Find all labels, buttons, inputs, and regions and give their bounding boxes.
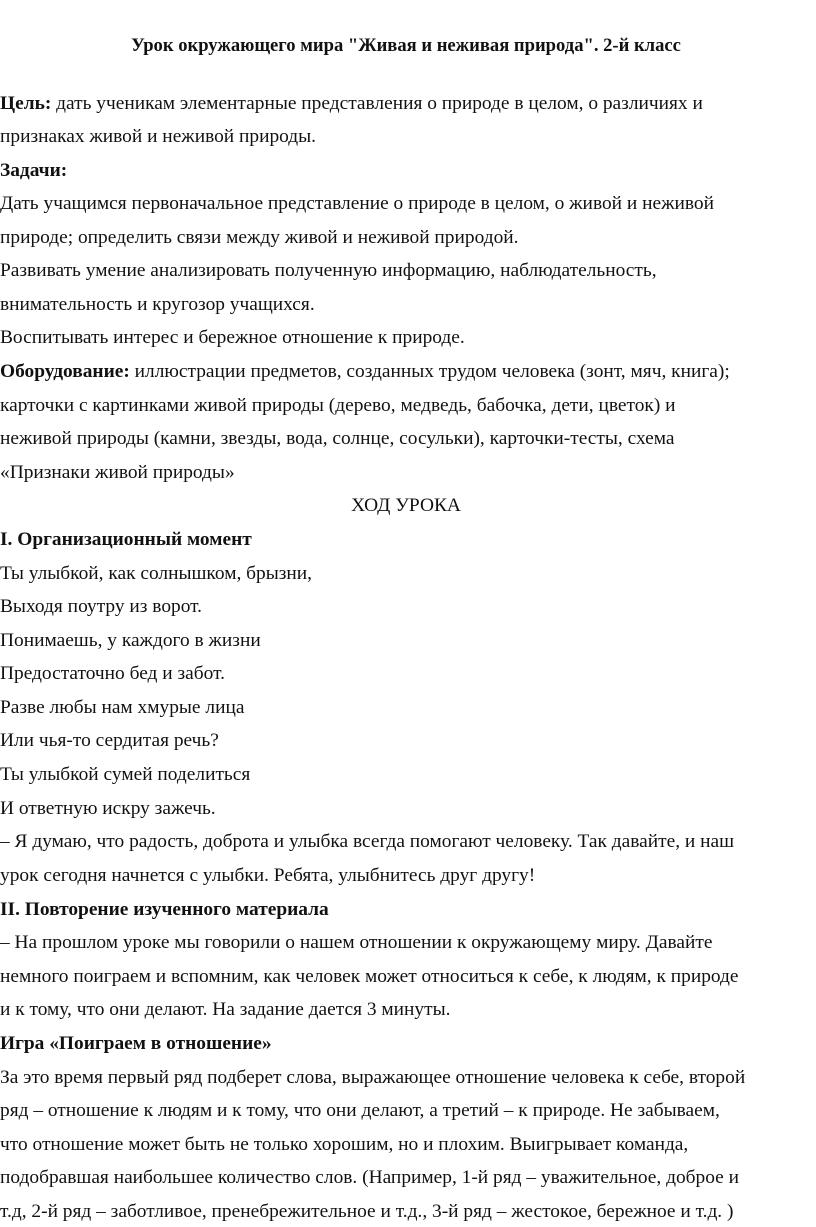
game-heading: Игра «Поиграем в отношение» xyxy=(0,1033,272,1054)
equipment-line: неживой природы (камни, звезды, вода, солнце, сосульки), карточки-тесты, схема xyxy=(0,428,675,449)
equipment-text: иллюстрации предметов, созданных трудом человека (зонт, мяч, книга); xyxy=(129,361,730,382)
game-text-line: т.д, 2-й ряд – заботливое, пренебрежительное и т.д., 3-й ряд – жестокое, бережное и т.д. ) xyxy=(0,1201,734,1222)
poem-line: И ответную искру зажечь. xyxy=(0,798,216,819)
task-line: внимательность и кругозор учащихся. xyxy=(0,294,315,315)
equipment-line-1 xyxy=(0,360,812,384)
poem-line: Понимаешь, у каждого в жизни xyxy=(0,630,261,651)
document-title: Урок окружающего мира "Живая и неживая природа". 2-й класс xyxy=(131,35,681,56)
task-line: Дать учащимся первоначальное представление о природе в целом, о живой и неживой xyxy=(0,193,714,214)
equipment-line: карточки с картинками живой природы (дерево, медведь, бабочка, дети, цветок) и xyxy=(0,395,676,416)
goal-text: дать ученикам элементарные представления о природе в целом, о различиях и xyxy=(51,93,703,114)
task-line: Развивать умение анализировать полученную информацию, наблюдательность, xyxy=(0,260,657,281)
tasks-label: Задачи: xyxy=(0,160,68,181)
goal-line-1 xyxy=(0,92,812,116)
lesson-heading: ХОД УРОКА xyxy=(351,495,461,516)
task-line: природе; определить связи между живой и неживой природой. xyxy=(0,227,519,248)
poem-line: Предостаточно бед и забот. xyxy=(0,663,225,684)
speech-line: урок сегодня начнется с улыбки. Ребята, улыбнитесь друг другу! xyxy=(0,865,536,886)
speech-line: – На прошлом уроке мы говорили о нашем отношении к окружающему миру. Давайте xyxy=(0,932,713,953)
equipment-line: «Признаки живой природы» xyxy=(0,462,235,483)
equipment-label: Оборудование: xyxy=(0,361,130,382)
game-text-line: ряд – отношение к людям и к тому, что они делают, а третий – к природе. Не забываем, xyxy=(0,1100,720,1121)
poem-line: Ты улыбкой сумей поделиться xyxy=(0,764,251,785)
goal-label: Цель: xyxy=(0,93,52,114)
game-text-line: что отношение может быть не только хорошим, но и плохим. Выигрывает команда, xyxy=(0,1134,689,1155)
goal-line-2: признаках живой и неживой природы. xyxy=(0,126,317,147)
speech-line: – Я думаю, что радость, доброта и улыбка всегда помогают человеку. Так давайте, и наш xyxy=(0,831,735,852)
game-text-line: За это время первый ряд подберет слова, выражающее отношение человека к себе, второй xyxy=(0,1067,746,1088)
poem-line: Ты улыбкой, как солнышком, брызни, xyxy=(0,563,313,584)
poem-line: Выходя поутру из ворот. xyxy=(0,596,203,617)
section2-heading: II. Повторение изученного материала xyxy=(0,899,329,920)
section1-heading: I. Организационный момент xyxy=(0,529,252,550)
speech-line: и к тому, что они делают. На задание дается 3 минуты. xyxy=(0,999,451,1020)
game-text-line: подобравшая наибольшее количество слов. (Например, 1-й ряд – уважительное, доброе и xyxy=(0,1167,739,1188)
task-line: Воспитывать интерес и бережное отношение к природе. xyxy=(0,327,465,348)
poem-line: Разве любы нам хмурые лица xyxy=(0,697,245,718)
speech-line: немного поиграем и вспомним, как человек может относиться к себе, к людям, к природе xyxy=(0,966,739,987)
poem-line: Или чья-то сердитая речь? xyxy=(0,730,219,751)
